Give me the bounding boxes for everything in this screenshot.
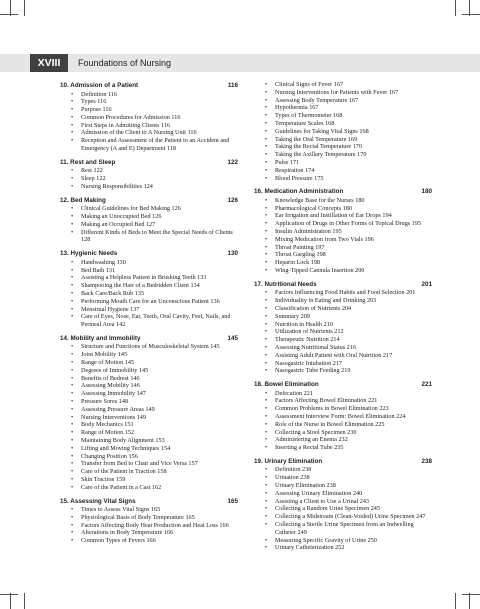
toc-entry: • Taking the Axillary Temperature 170 [264,151,432,159]
toc-entry: • Joint Mobility 145 [70,351,238,359]
chapter-page-number: 145 [227,334,238,342]
toc-entry: • Summary 209 [264,313,432,321]
toc-entry: • Classification of Nutrients 204 [264,305,432,313]
toc-entry: • Application of Drugs in Other Forms of Topical Drugs 195 [264,220,432,228]
toc-entry: • Inserting a Rectal Tube 235 [264,444,432,452]
toc-entry: • Urinary Catheterization 252 [264,544,432,552]
toc-entry: • Range of Motion 152 [70,429,238,437]
toc-entry: • Defecation 221 [264,390,432,398]
toc-entry: • Guidelines for Taking Vital Signs 168 [264,128,432,136]
crop-mark [24,0,25,16]
chapter-heading [60,158,238,168]
toc-entry: • Definition 238 [264,466,432,474]
chapter-heading [60,81,238,91]
toc-entry: • Assisting Adult Patient with Oral Nutrition 217 [264,352,432,360]
chapter-heading [60,249,238,259]
toc-entry: • Taking the Oral Temperature 169 [264,136,432,144]
chapter-title: 17. Nutritional Needs [254,280,317,288]
chapter-title: 18. Bowel Elimination [254,381,319,389]
toc-entry: • Times to Assess Vital Signs 165 [70,506,238,514]
toc-entry: • Performing Mouth Care for an Unconscious Patient 136 [70,298,238,306]
chapter-page-number: 201 [421,280,432,288]
toc-entry: • Nutrition in Health 210 [264,321,432,329]
toc-entry: • Handwashing 130 [70,259,238,267]
toc-entry: • Different Kinds of Beds to Meet the Special Needs of Clients 128 [70,229,238,245]
toc-entry: • Assisting a Client to Use a Urinal 243 [264,498,432,506]
chapter-heading [254,280,432,290]
crop-mark [462,14,480,15]
toc-entry: • Pressure Sores 148 [70,398,238,406]
page-number: XVIII [37,57,61,69]
toc-entry: • Heparin Lock 198 [264,259,432,267]
toc-entry: • Definition 116 [70,91,238,99]
chapter-topic-list [264,197,432,275]
toc-entry: • Therapeutic Nutrition 214 [264,336,432,344]
chapter-page-number: 130 [227,250,238,258]
chapter-title: 14. Mobility and Immobility [60,334,141,342]
toc-entry: • Assessing Urinary Elimination 240 [264,490,432,498]
toc-chapter [60,158,238,191]
toc-entry: • Hypothermia 167 [264,104,432,112]
toc-entry: • Rest 122 [70,167,238,175]
chapter-topic-list [70,91,238,153]
chapter-page-number: 180 [421,188,432,196]
toc-entry: • Lifting and Moving Techniques 154 [70,445,238,453]
toc-entry: • Benefits of Bedrest 146 [70,375,238,383]
toc-entry: • Nursing Interventions 149 [70,414,238,422]
toc-entry: • Role of the Nurse in Bowel Elimination 225 [264,421,432,429]
toc-entry: • Collecting a Midstream (Clean-Voided) Urine Specimen 247 [264,513,432,521]
book-title: Foundations of Nursing [78,58,172,68]
toc-chapter [60,334,238,492]
toc-entry: • Assessing Pressure Areas 149 [70,406,238,414]
toc-chapter [60,81,238,153]
chapter-page-number: 126 [227,196,238,204]
chapter-continuation [264,81,432,182]
chapter-title: 19. Urinary Elimination [254,457,323,465]
toc-entry: • Body Mechanics 151 [70,421,238,429]
toc-entry: • Back Care/Back Rub 135 [70,290,238,298]
toc-entry: • Types of Thermometer 168 [264,112,432,120]
toc-entry: • Alterations in Body Temperature 166 [70,529,238,537]
toc-entry: • Types 116 [70,98,238,106]
toc-entry: • Collecting a Random Urine Specimen 245 [264,505,432,513]
chapter-topic-list [70,167,238,190]
toc-entry: • Care of the Patient in a Cast 162 [70,484,238,492]
chapter-topic-list [70,343,238,491]
toc-entry: • Individuality in Eating and Drinking 203 [264,297,432,305]
chapter-title: 11. Rest and Sleep [60,158,116,166]
toc-entry: • Assessing Immobility 147 [70,390,238,398]
crop-mark [10,593,11,609]
toc-entry: • Throat Gargling 198 [264,251,432,259]
toc-entry: • Making an Occupied Bed 127 [70,221,238,229]
toc-entry: • Assessing Nutritional Status 216 [264,344,432,352]
toc-entry: • Nasogastric Tube Feeding 219 [264,367,432,375]
toc-entry: • Structure and Functions of Musculoskeletal System 145 [70,343,238,351]
toc-entry: • Purpose 116 [70,106,238,114]
toc-entry: • Assessing Mobility 146 [70,382,238,390]
chapter-heading [60,497,238,507]
toc-entry: • Shampooing the Hair of a Bedridden Client 134 [70,282,238,290]
toc-entry: • Nursing Responsibilities 124 [70,183,238,191]
toc-entry: • Administering an Enema 232 [264,436,432,444]
toc-entry: • Degrees of Immobility 145 [70,367,238,375]
toc-entry: • Urinary Elimination 238 [264,482,432,490]
toc-entry: • Physiological Basis of Body Temperature 165 [70,514,238,522]
chapter-topic-list [70,506,238,545]
toc-entry: • Range of Motion 145 [70,359,238,367]
crop-mark [0,14,18,15]
toc-entry: • Collecting a Stool Specimen 230 [264,429,432,437]
crop-mark [462,594,480,595]
toc-entry: • Taking the Rectal Temperature 170 [264,143,432,151]
toc-entry: • Temperature Scales 168 [264,120,432,128]
toc-column-left [60,81,238,550]
chapter-topic-list [70,259,238,329]
toc-chapter [60,497,238,545]
crop-mark [24,593,25,609]
toc-entry: • Clinical Guidelines for Bed Making 126 [70,205,238,213]
chapter-heading [60,196,238,206]
toc-entry: • Throat Painting 197 [264,244,432,252]
toc-entry: • Transfer from Bed to Chair and Vice Versa 157 [70,460,238,468]
toc-chapter [254,187,432,274]
chapter-title: 12. Bed Making [60,196,106,204]
chapter-page-number: 116 [227,82,238,89]
toc-entry: • Reception and Assessment of the Patient to an Accident and Emergency (A and E) Department 118 [70,137,238,153]
toc-entry: • Skin Traction 159 [70,476,238,484]
toc-entry: • Factors Affecting Bowel Elimination 221 [264,397,432,405]
chapter-page-number: 165 [227,497,238,505]
chapter-title: 10. Admission of a Patient [60,82,139,89]
toc-entry: • Assessment Interview Form: Bowel Elimination 224 [264,413,432,421]
toc-entry: • Measuring Specific Gravity of Urine 250 [264,537,432,545]
chapter-topic-list [264,466,432,552]
toc-entry: • Pharmacological Concepts 180 [264,205,432,213]
toc-entry: • Factors Influencing Food Habits and Food Selection 201 [264,289,432,297]
chapter-page-number: 238 [421,457,432,465]
toc-column-right [254,81,432,557]
toc-entry: • Making an Unoccupied Bed 126 [70,213,238,221]
toc-entry: • Clinical Signs of Fever 167 [264,81,432,89]
toc-entry: • Factors Affecting Body Heat Production and Heat Loss 166 [70,522,238,530]
chapter-heading [254,187,432,197]
toc-entry: • Common Procedures for Admission 116 [70,114,238,122]
chapter-heading [254,457,432,467]
toc-entry: • Knowledge Base for the Nurses 180 [264,197,432,205]
chapter-topic-list [264,289,432,375]
toc-entry: • Assessing Body Temperature 167 [264,97,432,105]
toc-entry: • Menstrual Hygiene 137 [70,306,238,314]
toc-chapter [60,249,238,329]
toc-entry: • Nursing Interventions for Patients with Fever 167 [264,89,432,97]
chapter-page-number: 221 [421,381,432,389]
toc-entry: • Blood Pressure 175 [264,175,432,183]
toc-entry: • Care of Eyes, Nose, Ear, Teeth, Oral Cavity, Feet, Nails, and Perineal Area 142 [70,313,238,329]
toc-entry: • Respiration 174 [264,167,432,175]
chapter-title: 13. Hygienic Needs [60,250,118,258]
crop-mark [455,0,456,16]
crop-mark [469,593,470,609]
toc-entry: • Wing-Tipped Cannula Insertion 200 [264,267,432,275]
toc-entry: • Common Problems in Bowel Elimination 223 [264,405,432,413]
chapter-topic-list [70,205,238,244]
toc-entry: • Common Types of Fevers 166 [70,537,238,545]
toc-entry: • Sleep 122 [70,175,238,183]
crop-mark [455,593,456,609]
toc-chapter [254,457,432,552]
toc-chapter [60,196,238,244]
toc-chapter [254,380,432,452]
toc-entry: • Utilization of Nutrients 212 [264,328,432,336]
toc-entry: • Changing Position 156 [70,453,238,461]
chapter-topic-list [264,390,432,452]
chapter-title: 16. Medication Administration [254,188,344,196]
crop-mark [0,594,18,595]
toc-entry: • First Steps in Admitting Clients 116 [70,122,238,130]
toc-entry: • Insulin Administration 195 [264,228,432,236]
chapter-heading [60,334,238,344]
toc-entry: • Admission of the Client to A Nursing Unit 116 [70,129,238,137]
toc-entry: • Mixing Medication from Two Vials 196 [264,236,432,244]
chapter-title: 15. Assessing Vital Signs [60,497,136,505]
running-header-bar [0,54,480,72]
toc-entry: • Nasogastric Intubation 217 [264,360,432,368]
toc-entry: • Collecting a Sterile Urine Specimen from an Indwelling Catheter 249 [264,521,432,537]
toc-entry: • Care of the Patient in Traction 158 [70,468,238,476]
chapter-heading [254,380,432,390]
toc-entry: • Urination 238 [264,474,432,482]
toc-entry: • Maintaining Body Alignment 153 [70,437,238,445]
toc-entry: • Pulse 171 [264,159,432,167]
toc-entry: • Assisting a Helpless Patient in Brushing Teeth 133 [70,274,238,282]
chapter-page-number: 122 [227,158,238,166]
toc-entry: • Bed Bath 131 [70,267,238,275]
toc-entry: • Ear Irrigation and Instillation of Ear Drops 194 [264,212,432,220]
toc-chapter [254,280,432,375]
